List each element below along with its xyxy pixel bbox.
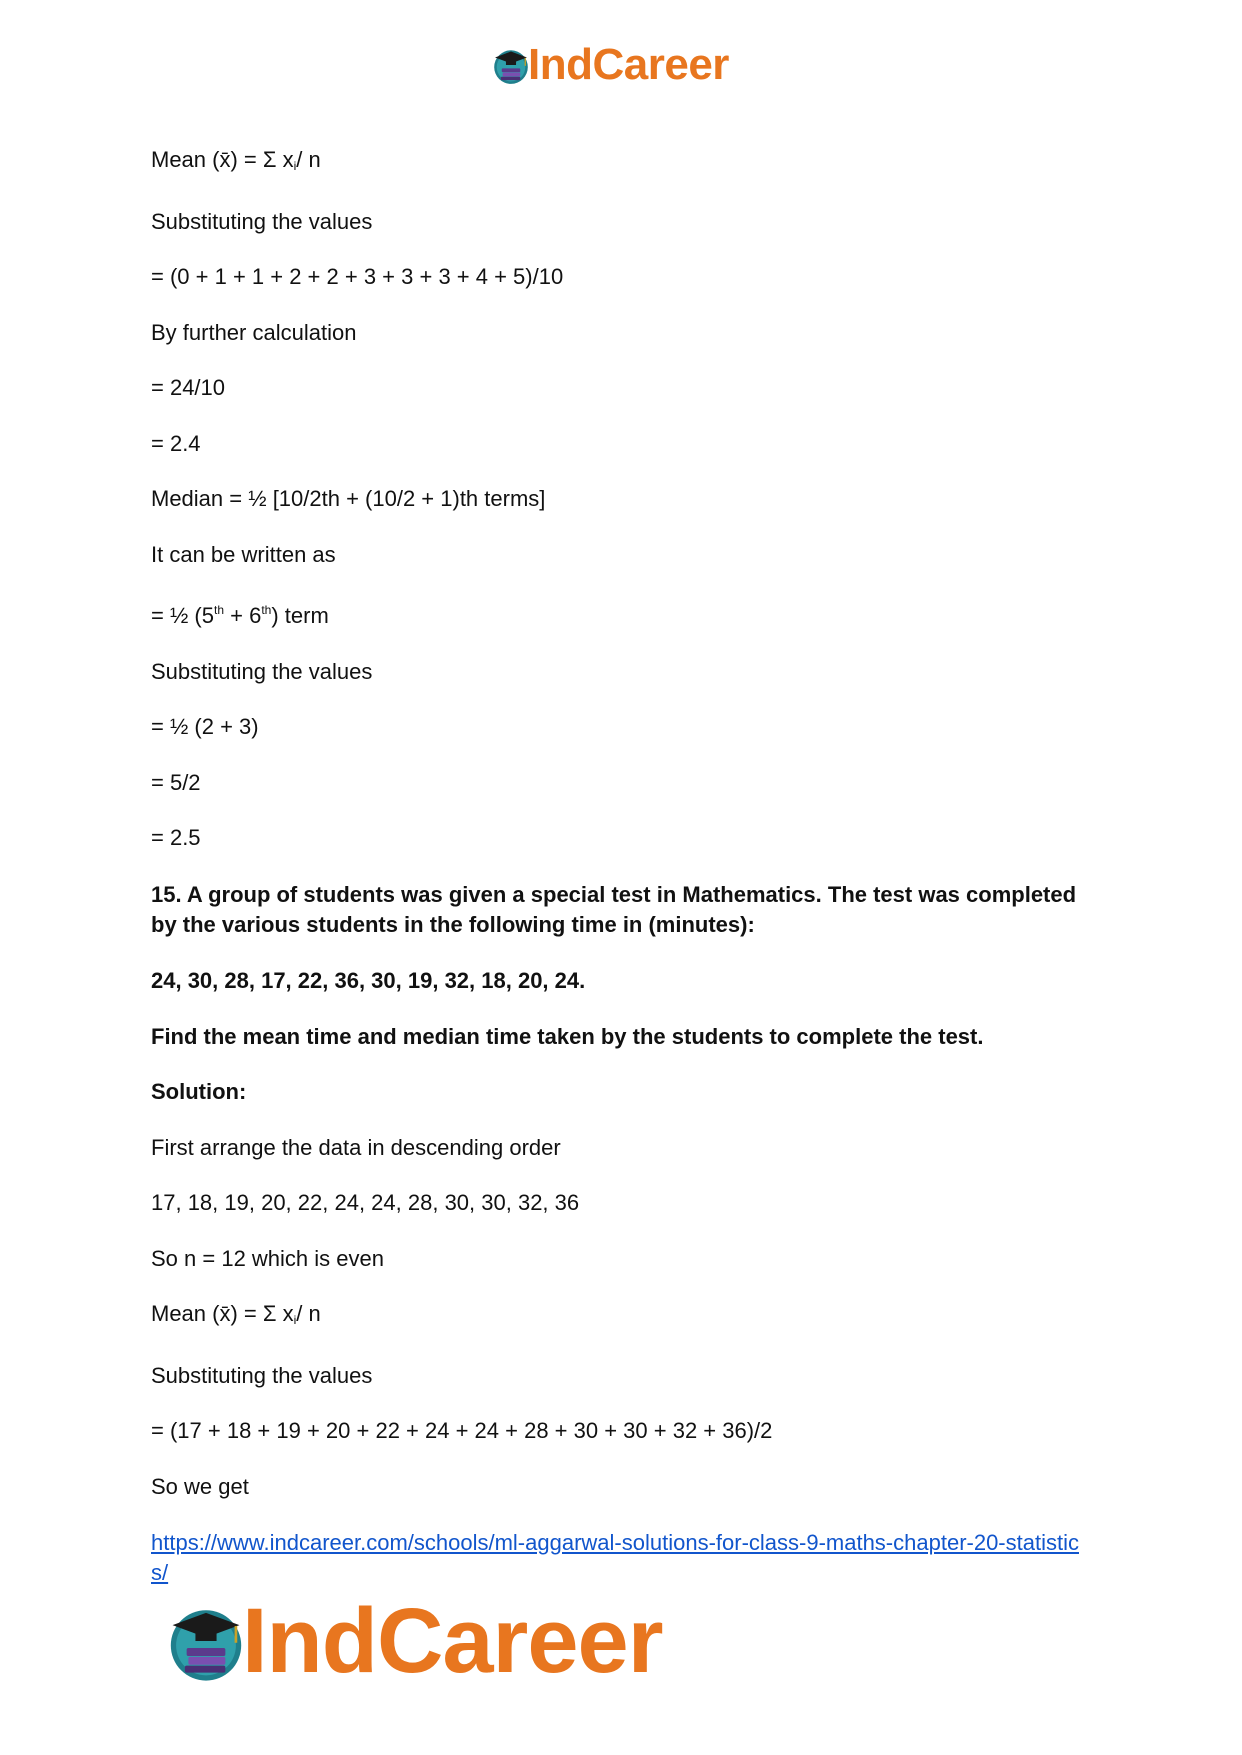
text-line: = (0 + 1 + 1 + 2 + 2 + 3 + 3 + 3 + 4 + 5)/10 — [151, 264, 564, 289]
text-line: = ½ (2 + 3) — [151, 714, 259, 739]
graduation-cap-books-icon — [490, 44, 532, 86]
question-15: 15. A group of students was given a special test in Mathematics. The test was completed by the various students in the following time in (minutes): — [151, 881, 1077, 937]
text-line: So n = 12 which is even — [151, 1245, 384, 1271]
mean-formula: Mean (x̄) = Σ $x_i/$ n — [151, 147, 321, 173]
text-line: Substituting the values — [151, 658, 373, 684]
text-line: = 2.5 — [151, 825, 201, 850]
text-line: It can be written as — [151, 541, 336, 567]
footer-logo[interactable] — [162, 1586, 663, 1696]
document-body — [151, 146, 1101, 1588]
header-logo[interactable] — [490, 40, 729, 90]
median-formula: Median = ½ [10/2th + (10/2 + 1)th terms] — [151, 486, 546, 511]
text-line: = 2.4 — [151, 430, 201, 456]
text-line: Substituting the values — [151, 208, 373, 234]
text-line: = 24/10 — [151, 375, 226, 400]
text-line: = 5/2 — [151, 769, 201, 795]
logo-wordmark: IndCareer — [528, 40, 729, 89]
text-line: First arrange the data in descending order — [151, 1134, 561, 1160]
solution-heading: Solution: — [151, 1079, 247, 1104]
question-data: 24, 30, 28, 17, 22, 36, 30, 19, 32, 18, 20, 24. — [151, 968, 586, 993]
text-line: Substituting the values — [151, 1362, 373, 1388]
text-line: So we get — [151, 1473, 249, 1499]
median-terms: = ½ (5th + 6th) term — [151, 603, 329, 628]
logo-wordmark: IndCareer — [242, 1589, 663, 1692]
graduation-cap-books-icon — [162, 1597, 250, 1685]
text-line: By further calculation — [151, 319, 357, 345]
text-line: 17, 18, 19, 20, 22, 24, 24, 28, 30, 30, 32, 36 — [151, 1190, 580, 1215]
source-link[interactable]: https://www.indcareer.com/schools/ml-aggarwal-solutions-for-class-9-maths-chapter-20-statistics/ — [151, 1530, 1079, 1585]
mean-formula: Mean (x̄) = Σ $x_i/$ n — [151, 1301, 321, 1327]
question-ask: Find the mean time and median time taken by the students to complete the test. — [151, 1023, 984, 1049]
text-line: = (17 + 18 + 19 + 20 + 22 + 24 + 24 + 28 + 30 + 30 + 32 + 36)/2 — [151, 1418, 773, 1443]
